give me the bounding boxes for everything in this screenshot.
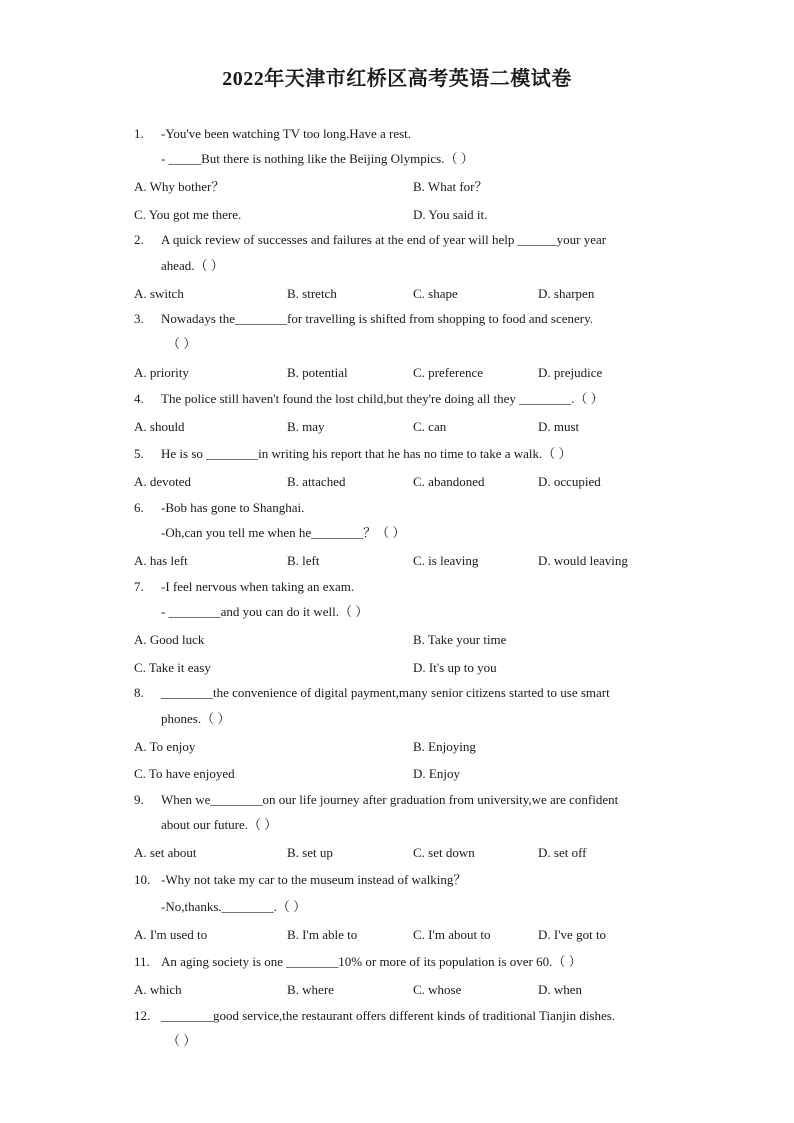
option-b[interactable]: B. may [287, 419, 325, 434]
option-b[interactable]: B. attached [287, 474, 346, 489]
question-number: 3. [134, 311, 144, 326]
option-a[interactable]: A. To enjoy [134, 739, 196, 754]
option-b[interactable]: B. where [287, 982, 334, 997]
option-c[interactable]: C. is leaving [413, 553, 479, 568]
option-b[interactable]: B. potential [287, 365, 348, 380]
question-number: 4. [134, 391, 144, 406]
option-d[interactable]: D. Enjoy [413, 766, 460, 781]
option-b[interactable]: B. set up [287, 845, 333, 860]
option-c[interactable]: C. You got me there. [134, 207, 242, 222]
question-text: -Why not take my car to the museum instead of walking？ [161, 872, 467, 887]
option-a[interactable]: A. I'm used to [134, 927, 208, 942]
option-c[interactable]: C. I'm about to [413, 927, 491, 942]
option-d[interactable]: D. would leaving [538, 553, 628, 568]
option-c[interactable]: C. whose [413, 982, 462, 997]
question-number: 5. [134, 446, 144, 461]
question-number: 9. [134, 792, 144, 807]
option-c[interactable]: C. can [413, 419, 447, 434]
option-d[interactable]: D. sharpen [538, 286, 595, 301]
option-c[interactable]: C. To have enjoyed [134, 766, 235, 781]
question-text: -You've been watching TV too long.Have a rest. [161, 126, 412, 141]
question-text: （ ） [167, 1033, 197, 1048]
question-text: He is so ________in writing his report that he has no time to take a walk.（ ） [161, 446, 572, 461]
question-text: A quick review of successes and failures at the end of year will help ______your year [161, 232, 607, 247]
question-number: 6. [134, 500, 144, 515]
question-text: -I feel nervous when taking an exam. [161, 579, 355, 594]
question-number: 11. [134, 954, 150, 969]
option-a[interactable]: A. priority [134, 365, 189, 380]
option-a[interactable]: A. Good luck [134, 632, 205, 647]
question-number: 12. [134, 1008, 151, 1023]
option-d[interactable]: D. You said it. [413, 207, 488, 222]
question-text: When we________on our life journey after graduation from university,we are confident [161, 792, 619, 807]
option-d[interactable]: D. when [538, 982, 583, 997]
option-a[interactable]: A. devoted [134, 474, 192, 489]
option-d[interactable]: D. prejudice [538, 365, 603, 380]
question-text: about our future.（ ） [161, 817, 278, 832]
option-a[interactable]: A. Why bother？ [134, 179, 225, 194]
option-d[interactable]: D. I've got to [538, 927, 607, 942]
question-text: ________good service,the restaurant offers different kinds of traditional Tianjin dishes. [161, 1008, 616, 1023]
option-b[interactable]: B. What for？ [413, 179, 488, 194]
question-text: -No,thanks.________.（ ） [161, 899, 307, 914]
option-b[interactable]: B. Enjoying [413, 739, 476, 754]
question-text: The police still haven't found the lost child,but they're doing all they ________.（ ） [161, 391, 604, 406]
option-b[interactable]: B. Take your time [413, 632, 507, 647]
question-text: （ ） [167, 336, 197, 351]
question-text: - _____But there is nothing like the Beijing Olympics.（ ） [161, 151, 474, 166]
option-b[interactable]: B. I'm able to [287, 927, 358, 942]
option-b[interactable]: B. left [287, 553, 320, 568]
question-text: - ________and you can do it well.（ ） [161, 604, 369, 619]
question-text: -Bob has gone to Shanghai. [161, 500, 305, 515]
question-number: 2. [134, 232, 144, 247]
option-c[interactable]: C. abandoned [413, 474, 485, 489]
option-d[interactable]: D. must [538, 419, 580, 434]
page-title: 2022年天津市红桥区高考英语二模试卷 [222, 68, 572, 90]
option-c[interactable]: C. Take it easy [134, 660, 211, 675]
option-d[interactable]: D. It's up to you [413, 660, 497, 675]
option-d[interactable]: D. set off [538, 845, 587, 860]
question-text: -Oh,can you tell me when he________？（ ） [161, 525, 406, 540]
option-a[interactable]: A. switch [134, 286, 184, 301]
question-number: 1. [134, 126, 144, 141]
option-a[interactable]: A. set about [134, 845, 197, 860]
question-text: ahead.（ ） [161, 258, 224, 273]
question-text: An aging society is one ________10% or more of its population is over 60.（ ） [161, 954, 582, 969]
question-text: ________the convenience of digital payment,many senior citizens started to use smart [161, 685, 610, 700]
option-a[interactable]: A. has left [134, 553, 188, 568]
option-c[interactable]: C. preference [413, 365, 484, 380]
option-a[interactable]: A. which [134, 982, 182, 997]
option-b[interactable]: B. stretch [287, 286, 337, 301]
option-d[interactable]: D. occupied [538, 474, 601, 489]
question-number: 10. [134, 872, 151, 887]
question-number: 7. [134, 579, 144, 594]
question-text: phones.（ ） [161, 711, 231, 726]
option-c[interactable]: C. shape [413, 286, 458, 301]
question-text: Nowadays the________for travelling is shifted from shopping to food and scenery. [161, 311, 594, 326]
option-a[interactable]: A. should [134, 419, 185, 434]
question-number: 8. [134, 685, 144, 700]
option-c[interactable]: C. set down [413, 845, 475, 860]
